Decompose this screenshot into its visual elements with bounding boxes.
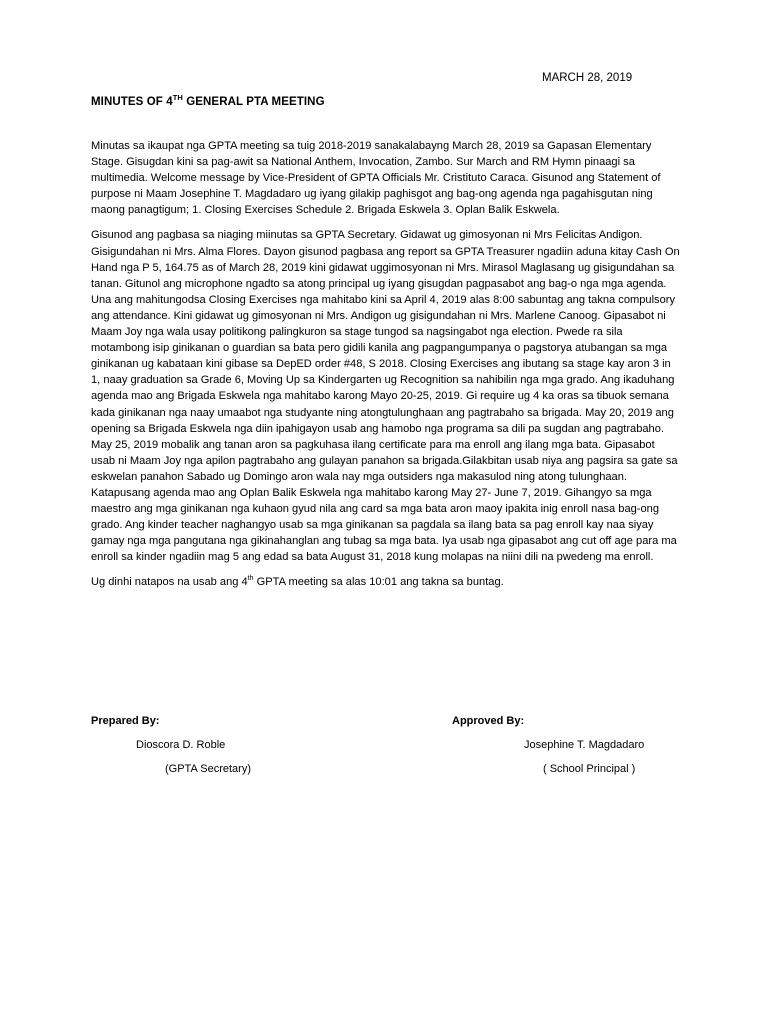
closing-prefix: Ug dinhi natapos na usab ang 4 (91, 576, 248, 589)
title-superscript: TH (172, 93, 183, 102)
document-title (91, 93, 325, 108)
title-prefix: MINUTES OF 4 (91, 96, 173, 108)
title-suffix: GENERAL PTA MEETING (182, 96, 325, 108)
closing-suffix: GPTA meeting sa alas 10:01 ang takna sa buntag. (253, 576, 504, 589)
minutes-body (91, 138, 681, 600)
closing-superscript: th (247, 575, 254, 583)
approved-by-label: Approved By: (452, 715, 525, 727)
prepared-by-name: Dioscora D. Roble (136, 739, 226, 751)
paragraph-agenda: Gisunod ang pagbasa sa niaging miinutas sa GPTA Secretary. Gidawat ug gimosyonan ni Mrs Felicitas Andigon. Gisigundahan ni Mrs. Alma Flores. Dayon gisunod pagbasa ang report sa GPTA Treasurer ngadiin aduna kitay Cash On Hand nga P 5, 164.75 as of March 28, 2019 kini gidawat uggimosyonan ni Mrs. Mirasol Maglasang ug gisigundahan sa tanan. Gitunol ang microphone ngadto sa atong principal ug iyang gisugdan pagpasabot ang bag-o nga mga agenda. Una ang mahitungodsa Closing Exercises nga mahitabo kini sa April 4, 2019 alas 8:00 sabuntag ang takna compulsory ang attendance. Kini gidawat ug gimosyonan ni Mrs. Andigon ug gisigundahan ni Mrs. Marlene Canoog. Gipasabot ni Maam Joy nga wala usay politikong palingkuron sa stage tungod sa nagsingabot nga election. Pwede ra sila motambong isip ginikanan o guardian sa bata pero gidili kanila ang pagpangumpanya o pagstorya atubangan sa mga ginikanan ug kabataan kini gibase sa DepED order #48, S 2018. Closing Exercises ang ibutang sa stage kay aron 3 in 1, naay graduation sa Grade 6, Moving Up sa Kindergarten ug Recognition sa nahibilin nga mga grado. Ang ikaduhang agenda mao ang Brigada Eskwela nga mahitabo karong Mayo 20-25, 2019. Gi require ug 4 ka oras sa tibuok semana kada ginikanan nga naay umaabot nga studyante ning atongtulunghaan ang pagtrabaho sa brigada. May 20, 2019 ang opening sa Brigada Eskwela nga diin ipahigayon usab ang hamobo nga programa sa dili pa sugdan ang pagtrabaho. May 25, 2019 mobalik ang tanan aron sa pagkuhasa ilang certificate para ma enroll ang ilang mga bata. Gipasabot usab ni Maam Joy nga apilon pagtrabaho ang gulayan panahon sa brigada.Gilakbitan usab niya ang pagsira sa gate sa eskwelan panahon Sabado ug Domingo aron wala nay mga outsiders nga makasulod ning atong tulunghaan. Katapusang agenda mao ang Oplan Balik Eskwela nga mahitabo karong May 27- June 7, 2019. Gihangyo sa mga maestro ang mga ginikanan nga kuhaon gyud nila ang card sa mga bata aron maoy ipakita inig enroll nasa bag-ong grado. Ang kinder teacher naghangyo usab sa mga ginikanan sa pagdala sa ilang bata sa pag enroll kay naa siyay gamay nga mga pangutana nga gikinahanglan ang tubag sa mga bata. Iya usab nga gipasabot ang cut off age para ma enroll sa kinder ngadiin mag 5 ang edad sa bata August 31, 2018 kung molapas na niini dili na pwedeng ma enroll. (91, 229, 680, 564)
paragraph-opening: Minutas sa ikaupat nga GPTA meeting sa tuig 2018-2019 sanakalabayng March 28, 2019 sa Gapasan Elementary Stage. Gisugdan kini sa pag-awit sa National Anthem, Invocation, Zambo. Sur March and RM Hymn pinaagi sa multimedia. Welcome message by Vice-President of GPTA Officials Mr. Cristituto Caraca. Gisunod ang Statement of purpose ni Maam Josephine T. Magdadaro ug iyang gilakip paghisgot ang bag-ong agenda nga pagahisgutan ning maong panagtigum; 1. Closing Exercises Schedule 2. Brigada Eskwela 3. Oplan Balik Eskwela. (91, 140, 661, 217)
paragraph-closing (91, 574, 681, 590)
prepared-by-label: Prepared By: (91, 715, 160, 727)
approved-by-role: ( School Principal ) (543, 763, 636, 775)
prepared-by-role: (GPTA Secretary) (165, 763, 251, 775)
meeting-date: MARCH 28, 2019 (542, 72, 633, 84)
approved-by-name: Josephine T. Magdadaro (524, 739, 645, 751)
